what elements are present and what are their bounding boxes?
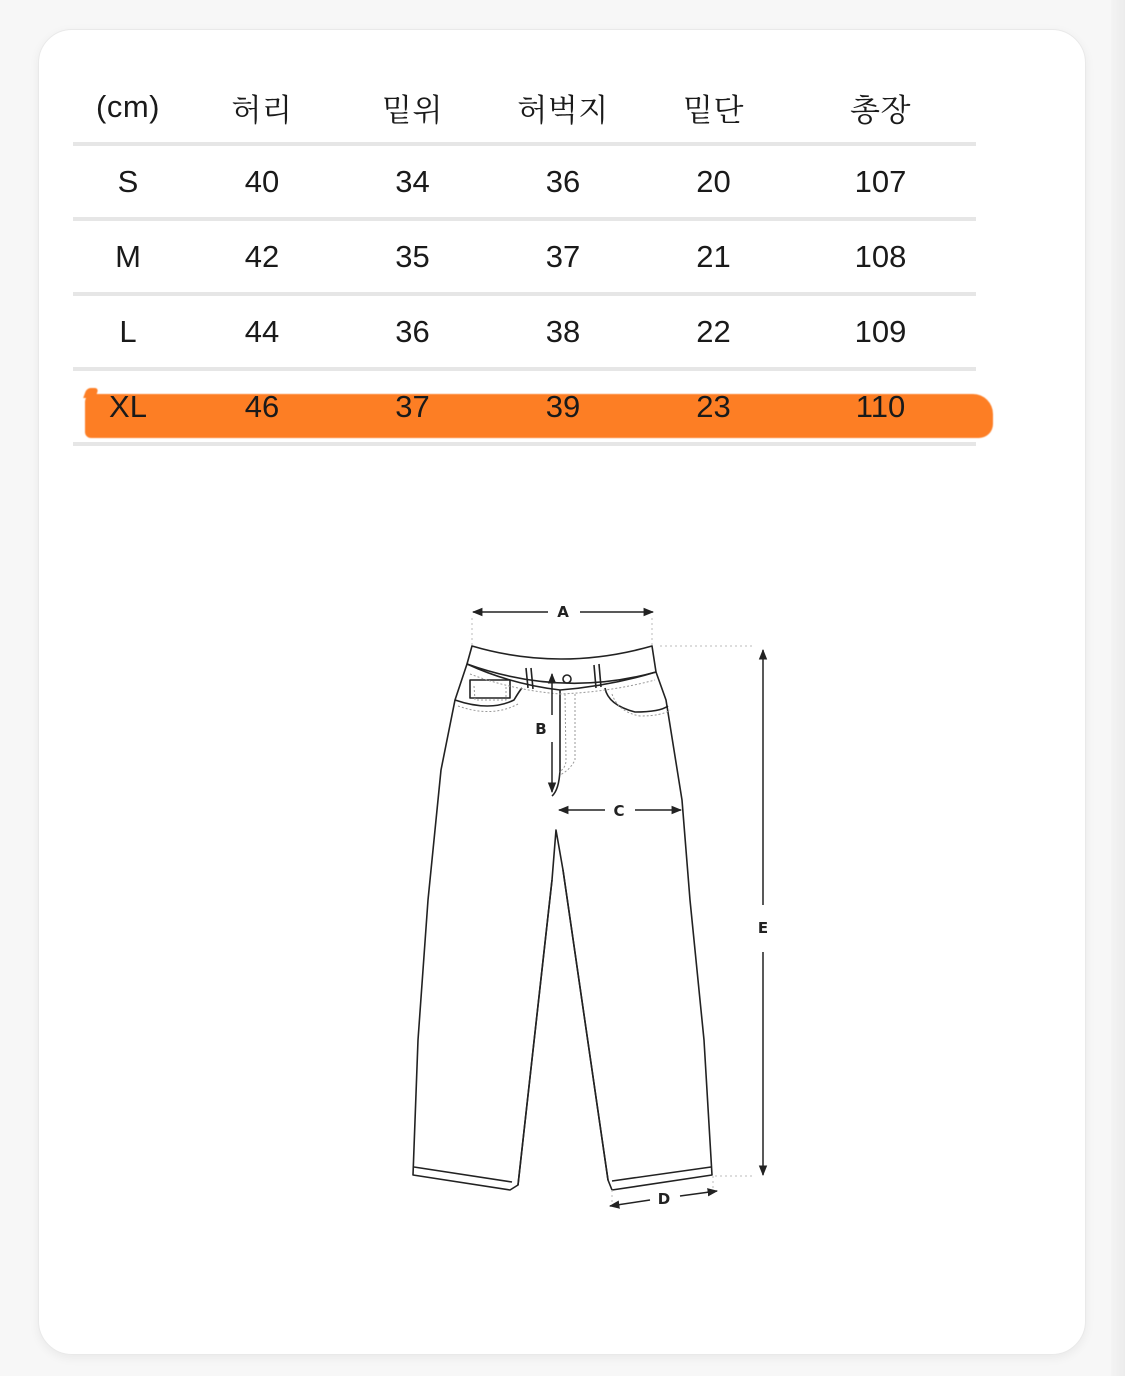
cell-rise: 35 — [341, 219, 484, 294]
cell-waist: 46 — [183, 369, 341, 444]
cell-hem: 21 — [642, 219, 785, 294]
dimension-label-b: B — [535, 720, 547, 738]
cell-thigh: 38 — [484, 294, 642, 369]
cell-length: 109 — [785, 294, 976, 369]
cell-size: M — [73, 219, 183, 294]
cell-size: L — [73, 294, 183, 369]
dimension-label-c: C — [613, 802, 625, 820]
cell-size: S — [73, 144, 183, 219]
cell-waist: 44 — [183, 294, 341, 369]
header-waist: 허리 — [183, 72, 341, 144]
cell-rise: 37 — [341, 369, 484, 444]
header-thigh: 허벅지 — [484, 72, 642, 144]
cell-length: 108 — [785, 219, 976, 294]
cell-hem: 22 — [642, 294, 785, 369]
dimension-label-e: E — [757, 919, 769, 937]
dimension-label-a: A — [557, 603, 569, 621]
cell-waist: 42 — [183, 219, 341, 294]
table-row-highlighted — [73, 369, 976, 444]
cell-hem: 23 — [642, 369, 785, 444]
header-unit: (cm) — [73, 72, 183, 144]
dimension-label-d: D — [657, 1190, 671, 1208]
table-row — [73, 219, 976, 294]
scroll-edge — [1111, 0, 1125, 1376]
table-header-row — [73, 72, 976, 144]
cell-length: 107 — [785, 144, 976, 219]
size-table — [73, 72, 976, 446]
table-row — [73, 294, 976, 369]
table-row — [73, 144, 976, 219]
cell-thigh: 37 — [484, 219, 642, 294]
cell-waist: 40 — [183, 144, 341, 219]
cell-length: 110 — [785, 369, 976, 444]
cell-thigh: 39 — [484, 369, 642, 444]
cell-thigh: 36 — [484, 144, 642, 219]
cell-hem: 20 — [642, 144, 785, 219]
cell-rise: 34 — [341, 144, 484, 219]
header-hem: 밑단 — [642, 72, 785, 144]
header-length: 총장 — [785, 72, 976, 144]
cell-size: XL — [73, 369, 183, 444]
cell-rise: 36 — [341, 294, 484, 369]
header-rise: 밑위 — [341, 72, 484, 144]
